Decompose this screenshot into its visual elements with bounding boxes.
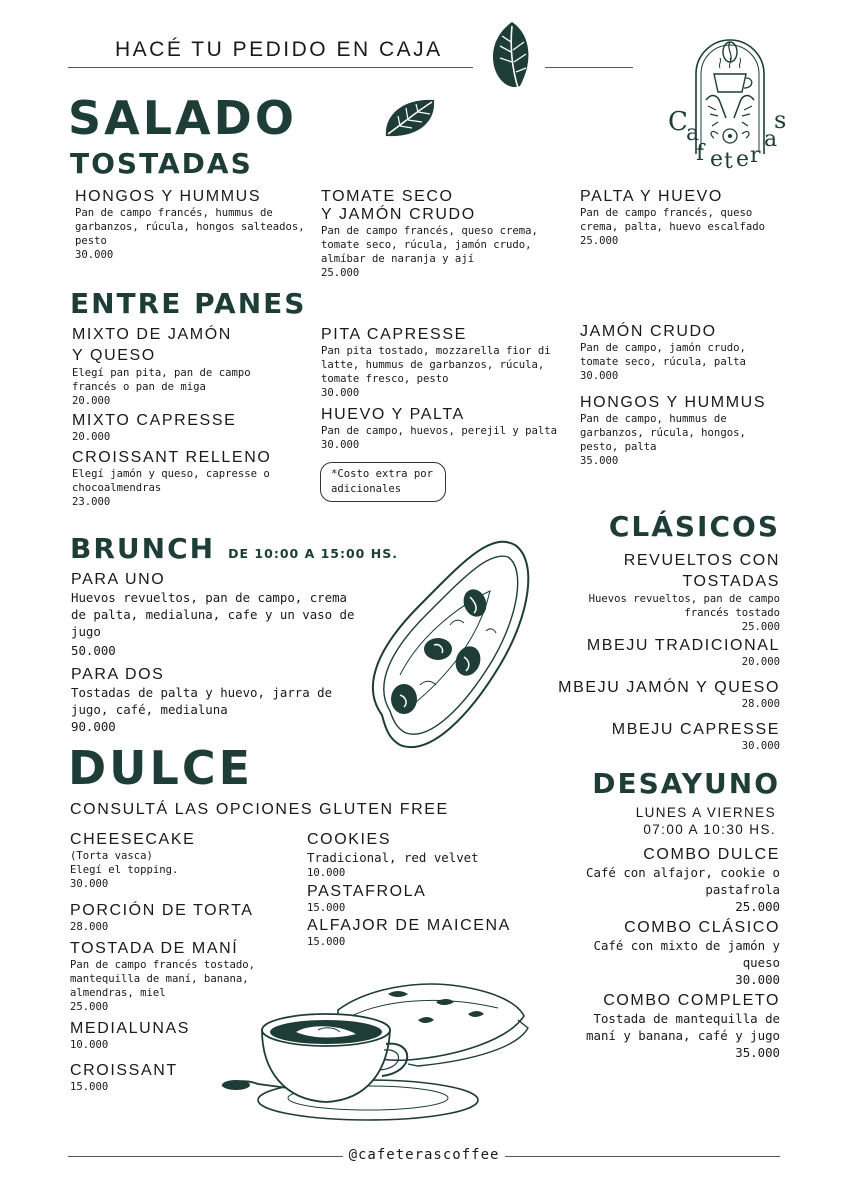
menu-item-alfajor <box>307 917 537 949</box>
clasicos-title: CLÁSICOS <box>608 510 780 543</box>
item-price: 15.000 <box>307 902 346 914</box>
leaf-icon-small <box>382 96 438 138</box>
item-name: HONGOS Y HUMMUS <box>75 188 262 205</box>
item-price: 20.000 <box>741 656 780 668</box>
item-desc: Pan de campo francés, queso crema, tomate seco, rúcula, jamón crudo, almíbar de naranja y ají <box>321 225 538 265</box>
item-name: COOKIES <box>307 831 392 848</box>
menu-item-para-dos <box>71 666 356 735</box>
menu-item-pita-capresse <box>321 326 561 400</box>
desayuno-title: DESAYUNO <box>592 767 780 800</box>
extra-cost-note: *Costo extra por adicionales <box>320 462 446 502</box>
menu-item-combo-dulce <box>570 846 780 915</box>
menu-item-tomate-seco <box>321 188 561 280</box>
header-divider-left <box>68 67 473 68</box>
footer-divider-right <box>505 1156 780 1157</box>
item-desc: Huevos revueltos, pan de campo, crema de palta, medialuna, cafe y un vaso de jugo <box>71 590 355 639</box>
desayuno-days: LUNES A VIERNES <box>635 805 776 820</box>
menu-item-para-uno <box>71 571 356 659</box>
salado-title: SALADO <box>68 91 297 145</box>
item-price: 23.000 <box>72 496 111 508</box>
item-price: 25.000 <box>580 235 619 247</box>
item-name: HONGOS Y HUMMUS <box>580 394 767 411</box>
logo-letter-a: a <box>686 121 700 146</box>
header-divider-right <box>545 67 633 68</box>
item-price: 30.000 <box>741 740 780 752</box>
dulce-title: DULCE <box>68 741 254 795</box>
menu-item-combo-completo <box>565 992 780 1061</box>
menu-item-hongos-hummus <box>75 188 305 262</box>
instagram-handle[interactable]: @cafeterascoffee <box>348 1147 500 1163</box>
item-name: PORCIÓN DE TORTA <box>70 902 254 919</box>
item-price: 35.000 <box>735 1045 780 1060</box>
item-name: ALFAJOR DE MAICENA <box>307 917 511 934</box>
item-name-line1: TOMATE SECO <box>321 188 454 205</box>
item-price: 30.000 <box>580 370 619 382</box>
menu-item-combo-clasico <box>570 919 780 988</box>
menu-item-porcion-torta <box>70 902 290 934</box>
item-name: TOSTADA DE MANÍ <box>70 940 239 957</box>
item-name: MEDIALUNAS <box>70 1020 191 1037</box>
tostadas-subtitle: TOSTADAS <box>70 147 253 180</box>
item-desc: Pan pita tostado, mozzarella fior di latte, hummus de garbanzos, rúcula, tomate fresco, pesto <box>321 345 551 385</box>
item-name: PASTAFROLA <box>307 883 427 900</box>
logo-letter-c: C <box>668 107 688 137</box>
menu-item-mixto-jamon <box>72 324 297 408</box>
item-desc: Pan de campo, huevos, perejil y palta <box>321 425 557 437</box>
item-name-line1: REVUELTOS CON <box>623 552 780 569</box>
item-desc: Tostada de mantequilla de maní y banana, café y jugo <box>586 1011 780 1043</box>
item-name-line2: Y QUESO <box>72 347 156 364</box>
item-price: 15.000 <box>70 1081 109 1093</box>
item-name-line2: TOSTADAS <box>682 573 780 590</box>
item-name: COMBO COMPLETO <box>603 992 780 1009</box>
item-name: PALTA Y HUEVO <box>580 188 723 205</box>
item-name: CROISSANT RELLENO <box>72 449 272 466</box>
item-name: MIXTO CAPRESSE <box>72 412 237 429</box>
item-price: 10.000 <box>307 867 346 879</box>
logo-letter-f: f <box>696 141 705 166</box>
item-price: 30.000 <box>70 878 109 890</box>
item-name: MBEJU TRADICIONAL <box>586 637 780 654</box>
menu-item-mbeju-capresse <box>550 721 780 753</box>
logo-letter-r: r <box>750 143 761 168</box>
menu-item-palta-huevo <box>580 188 780 248</box>
footer-divider-left <box>68 1156 343 1157</box>
item-desc: Café con alfajor, cookie o pastafrola <box>586 865 780 897</box>
order-header-text: HACÉ TU PEDIDO EN CAJA <box>115 38 443 61</box>
item-price: 90.000 <box>71 719 116 734</box>
desayuno-hours: 07:00 A 10:30 HS. <box>643 822 776 837</box>
item-desc: Café con mixto de jamón y queso <box>593 938 780 970</box>
item-desc: Pan de campo francés, queso crema, palta, huevo escalfado <box>580 207 765 233</box>
item-desc: Pan de campo francés, hummus de garbanzos, rúcula, hongos salteados, pesto <box>75 207 305 247</box>
item-price: 25.000 <box>321 267 360 279</box>
item-desc: Elegí jamón y queso, capresse o chocoalmendras <box>72 468 270 494</box>
item-price: 25.000 <box>70 1001 109 1013</box>
item-name: MBEJU JAMÓN Y QUESO <box>558 679 780 696</box>
leaf-icon <box>490 20 534 92</box>
menu-item-pastafrola <box>307 883 537 915</box>
cafeteras-logo <box>668 30 792 172</box>
item-name: PARA UNO <box>71 571 166 588</box>
item-price: 25.000 <box>741 621 780 633</box>
item-desc: Pan de campo francés tostado, mantequilla de maní, banana, almendras, miel <box>70 959 255 999</box>
menu-item-huevo-palta <box>321 406 566 452</box>
menu-item-hongos-hummus-pan <box>580 394 780 468</box>
item-name: CHEESECAKE <box>70 831 196 848</box>
brunch-title: BRUNCH <box>70 532 216 565</box>
item-name: CROISSANT <box>70 1062 178 1079</box>
item-name: JAMÓN CRUDO <box>580 323 717 340</box>
menu-item-jamon-crudo <box>580 323 780 383</box>
item-desc: Pan de campo, jamón crudo, tomate seco, rúcula, palta <box>580 342 746 368</box>
menu-item-mbeju-jamon-queso <box>540 679 780 711</box>
menu-item-mixto-capresse <box>72 412 297 444</box>
item-price: 20.000 <box>72 431 111 443</box>
menu-item-revueltos <box>550 549 780 634</box>
item-name-line2: Y JAMÓN CRUDO <box>321 206 476 223</box>
item-price: 35.000 <box>580 455 619 467</box>
item-name: COMBO DULCE <box>643 846 780 863</box>
coffee-cup-illustration <box>218 980 533 1128</box>
item-desc: Elegí pan pita, pan de campo francés o pan de miga <box>72 367 251 393</box>
item-price: 30.000 <box>735 972 780 987</box>
brunch-schedule: DE 10:00 A 15:00 HS. <box>228 546 398 561</box>
logo-letter-t: t <box>724 149 733 172</box>
item-name: PARA DOS <box>71 666 165 683</box>
item-name: HUEVO Y PALTA <box>321 406 465 423</box>
menu-item-cheesecake <box>70 831 290 891</box>
item-desc: (Torta vasca) Elegí el topping. <box>70 850 179 876</box>
brunch-heading <box>70 532 398 565</box>
item-price: 30.000 <box>321 439 360 451</box>
menu-item-cookies <box>307 831 537 880</box>
item-price: 30.000 <box>321 387 360 399</box>
item-name: COMBO CLÁSICO <box>624 919 780 936</box>
logo-letter-a2: a <box>764 127 778 152</box>
item-name: PITA CAPRESSE <box>321 326 467 343</box>
item-name: MBEJU CAPRESSE <box>611 721 780 738</box>
item-desc: Tostadas de palta y huevo, jarra de jugo, café, medialuna <box>71 685 333 717</box>
menu-item-croissant-relleno <box>72 449 297 509</box>
logo-letter-s: s <box>774 106 787 134</box>
item-price: 25.000 <box>735 899 780 914</box>
item-desc: Huevos revueltos, pan de campo francés tostado <box>588 593 780 619</box>
item-desc: Pan de campo, hummus de garbanzos, rúcula, hongos, pesto, palta <box>580 413 746 453</box>
menu-item-mbeju-tradicional <box>550 637 780 669</box>
item-price: 10.000 <box>70 1039 109 1051</box>
item-name-line1: MIXTO DE JAMÓN <box>72 326 232 343</box>
item-price: 20.000 <box>72 395 111 407</box>
item-price: 28.000 <box>70 921 109 933</box>
item-price: 28.000 <box>741 698 780 710</box>
gluten-free-note: CONSULTÁ LAS OPCIONES GLUTEN FREE <box>70 801 449 818</box>
entre-panes-title: ENTRE PANES <box>70 287 307 320</box>
logo-letter-e2: e <box>736 147 750 172</box>
item-price: 50.000 <box>71 643 116 658</box>
item-desc: Tradicional, red velvet <box>307 850 479 865</box>
item-price: 30.000 <box>75 249 114 261</box>
toast-illustration <box>360 535 535 755</box>
logo-letter-e1: e <box>710 147 724 172</box>
item-price: 15.000 <box>307 936 346 948</box>
